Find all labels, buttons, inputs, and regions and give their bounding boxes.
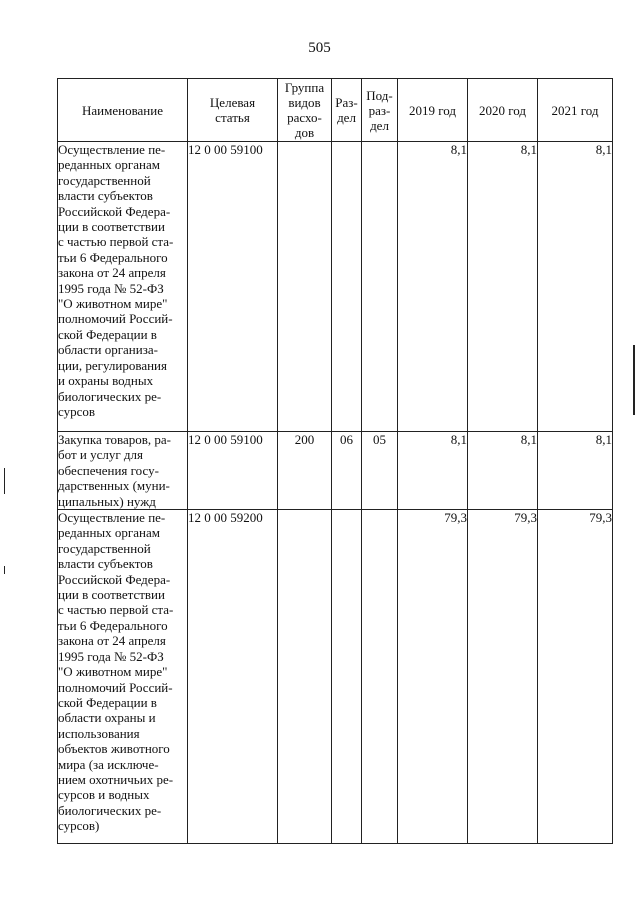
row-2021: 8,1 [538, 432, 613, 510]
header-name: Наименование [58, 79, 188, 142]
table-row [58, 510, 613, 844]
row-subsection [362, 142, 398, 432]
row-subsection: 05 [362, 432, 398, 510]
row-group [278, 142, 332, 432]
row-target: 12 0 00 59100 [188, 432, 278, 510]
row-name: Осуществление пе- реданных органам государственной власти субъектов Российской Федера- ции в соответствии с частью первой ста- тьи 6 Федерального закона от 24 апреля 1995 года № 52-ФЗ "О животном мире" полномочий Россий- ской Федерации в области организа- ции, регулирования и охраны водных биологических ре- сурсов [58, 142, 188, 432]
header-subsection: Под- раз- дел [362, 79, 398, 142]
row-section [332, 510, 362, 844]
row-name: Осуществление пе- реданных органам государственной власти субъектов Российской Федера- ции в соответствии с частью первой ста- тьи 6 Федерального закона от 24 апреля 1995 года № 52-ФЗ "О животном мире" полномочий Россий- ской Федерации в области охраны и использования объектов животного мира (за исключе- нием охотничьих ре- сурсов и водных биологических ре- сурсов) [58, 510, 188, 844]
row-target: 12 0 00 59100 [188, 142, 278, 432]
header-2019: 2019 год [398, 79, 468, 142]
scan-edge-mark [633, 345, 635, 415]
header-2020: 2020 год [468, 79, 538, 142]
scan-edge-mark [4, 468, 5, 494]
row-group [278, 510, 332, 844]
header-2021: 2021 год [538, 79, 613, 142]
table-header-row [58, 79, 613, 142]
header-target: Целевая статья [188, 79, 278, 142]
row-section: 06 [332, 432, 362, 510]
page-number: 505 [308, 40, 331, 56]
header-group: Группа видов расхо- дов [278, 79, 332, 142]
row-2021: 8,1 [538, 142, 613, 432]
row-2021: 79,3 [538, 510, 613, 844]
header-section: Раз- дел [332, 79, 362, 142]
row-2019: 79,3 [398, 510, 468, 844]
row-2020: 79,3 [468, 510, 538, 844]
row-2020: 8,1 [468, 142, 538, 432]
row-name: Закупка товаров, ра- бот и услуг для обеспечения госу- дарственных (муни- ципальных) нужд [58, 432, 188, 510]
table-row [58, 142, 613, 432]
row-2019: 8,1 [398, 142, 468, 432]
budget-table [57, 78, 613, 844]
row-2019: 8,1 [398, 432, 468, 510]
row-subsection [362, 510, 398, 844]
row-group: 200 [278, 432, 332, 510]
table-row [58, 432, 613, 510]
row-section [332, 142, 362, 432]
row-2020: 8,1 [468, 432, 538, 510]
scan-edge-mark [4, 566, 5, 574]
row-target: 12 0 00 59200 [188, 510, 278, 844]
